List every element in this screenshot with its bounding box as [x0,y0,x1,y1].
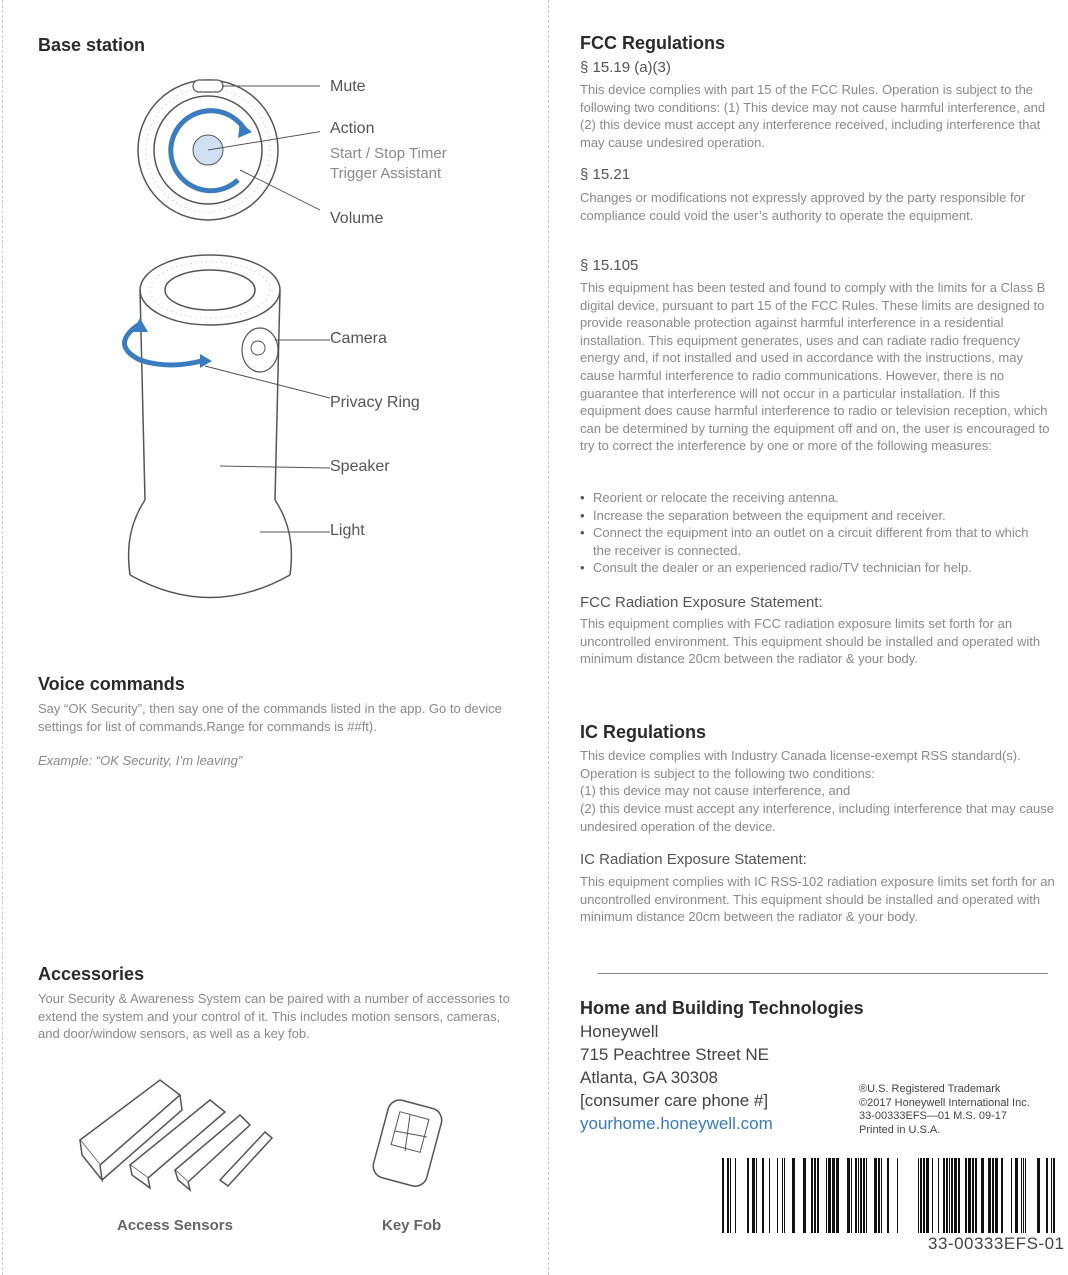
company-street: 715 Peachtree Street NE [580,1045,770,1064]
barcode-bar [1025,1158,1026,1233]
label-volume: Volume [330,210,384,227]
barcode-bar [1046,1158,1048,1233]
label-trigger: Trigger Assistant [330,165,442,182]
barcode-number: 33-00333EFS-01 [928,1234,1065,1253]
barcode-bar [923,1158,925,1233]
barcode-bar [981,1158,984,1233]
barcode-bar [926,1158,929,1233]
barcode-bar [1023,1158,1024,1233]
fcc-title: FCC Regulations [580,33,726,53]
barcode-bar [1015,1158,1018,1233]
barcode-bar [828,1158,831,1233]
barcode-bar [954,1158,957,1233]
barcode-bar [814,1158,816,1233]
barcode-bar [943,1158,945,1233]
barcode-bar [847,1158,850,1233]
company-phone: [consumer care phone #] [580,1091,769,1110]
barcode-bar [968,1158,971,1233]
barcode-bar [851,1158,852,1233]
barcode-bar [1001,1158,1003,1233]
key-fob-illustration [365,1095,455,1195]
key-fob-caption: Key Fob [382,1217,442,1234]
center-fold-line [548,0,549,1275]
barcode-bar [855,1158,857,1233]
barcode-bar [932,1158,933,1233]
barcode-bar [777,1158,778,1233]
barcode-bar [878,1158,880,1233]
fcc-s2-text: Changes or modifications not expressly approved by the party responsible for compliance could void the user’s authority to operate the equipment. [580,190,1026,223]
barcode-bar [730,1158,731,1233]
barcode-bar [792,1158,795,1233]
barcode-bar [1037,1158,1040,1233]
label-light: Light [330,522,365,539]
barcode-bar [965,1158,967,1233]
voice-commands-title: Voice commands [38,674,185,694]
barcode-bar [1051,1158,1052,1233]
fcc-measure-item: • Reorient or relocate the receiving antenna. [580,489,1050,507]
barcode-bar [874,1158,877,1233]
barcode-bar [784,1158,785,1233]
barcode-bar [863,1158,865,1233]
barcode-bar [811,1158,813,1233]
barcode-bar [826,1158,827,1233]
barcode-bar [1053,1158,1055,1233]
barcode-bar [858,1158,859,1233]
accessories-text: Your Security & Awareness System can be paired with a number of accessories to extend the system and your control of it. This includes motion sensors, cameras, and door/window sensors, as well as a key fob. [38,991,510,1042]
fcc-radiation-text: This equipment complies with FCC radiation exposure limits set forth for an uncontrolled environment. This equipment should be installed and operated with minimum distance 20cm between the radiator & your body. [580,616,1041,667]
left-fold-line [2,0,3,1275]
barcode-bar [1021,1158,1022,1233]
fcc-measure-item: • Increase the separation between the equipment and receiver. [580,507,1050,525]
document-code: 33-00333EFS—01 M.S. 09-17 [859,1110,1007,1122]
barcode-bar [881,1158,882,1233]
access-sensors-caption: Access Sensors [117,1217,233,1234]
fcc-s2-head: § 15.21 [580,166,631,183]
label-speaker: Speaker [330,458,390,475]
side-view-leaders [100,330,330,550]
label-action: Action [330,120,375,137]
company-url-link[interactable]: yourhome.honeywell.com [580,1114,773,1133]
ic-title: IC Regulations [580,722,707,742]
label-start-stop: Start / Stop Timer [330,145,447,162]
barcode-bar [887,1158,889,1233]
barcode-bar [769,1158,770,1233]
label-privacy-ring: Privacy Ring [330,394,420,411]
barcode-bar [752,1158,755,1233]
barcode-bar [897,1158,898,1233]
barcode-bar [762,1158,764,1233]
ic-line1: This device complies with Industry Canada license-exempt RSS standard(s). Operation is subject to the following two conditions: [580,748,1021,781]
copyright-note: ©2017 Honeywell International Inc. [859,1096,1030,1109]
ic-radiation-text: This equipment complies with IC RSS-102 radiation exposure limits set forth for an uncontrolled environment. This equipment should be installed and operated with minimum distance 20cm between the radiator & your body. [580,874,1055,925]
barcode-bar [866,1158,867,1233]
ic-line3: (2) this device must accept any interference, including interference that may cause undesired operation of the device. [580,801,1055,834]
fcc-s3-head: § 15.105 [580,257,639,274]
label-mute: Mute [330,78,366,95]
barcode-bar [975,1158,977,1233]
company-city: Atlanta, GA 30308 [580,1068,718,1087]
barcode-bar [949,1158,950,1233]
barcode-bar [951,1158,953,1233]
company-name: Honeywell [580,1022,659,1041]
barcode-bar [988,1158,991,1233]
barcode-bar [747,1158,749,1233]
ic-radiation-head: IC Radiation Exposure Statement: [580,851,807,868]
company-heading: Home and Building Technologies [580,998,864,1018]
fcc-measure-item: • Consult the dealer or an experienced radio/TV technician for help. [580,559,1050,577]
fcc-measures-list [580,489,1050,577]
barcode-bar [836,1158,839,1233]
barcode-bar [860,1158,862,1233]
barcode-bar [1011,1158,1012,1233]
access-sensors-illustration [70,1070,290,1200]
barcode-bar [735,1158,736,1233]
voice-commands-text: Say “OK Security”, then say one of the commands listed in the app. Go to device settings for list of commands.Range for commands is ##ft). [38,701,502,734]
fcc-s3-text: This equipment has been tested and found to comply with the limits for a Class B digital device, pursuant to part 15 of the FCC Rules. These limits are designed to provide reasonable protection against harmful interference in a residential installation. This equipment generates, uses and can radiate radio frequency energy and, if not installed and used in accordance with the instructions, may cause harmful interference to radio communications. However, there is no guarantee that interference will not occur in a particular installation. If this equipment does cause harmful interference to radio or television reception, which can be determined by turning the equipment off and on, the user is encouraged to try to correct the interference by one or more of the following measures: [580,280,1050,454]
section-divider [598,973,1048,974]
fcc-s1-head: § 15.19 (a)(3) [580,59,671,76]
barcode-bar [817,1158,819,1233]
barcode-bar [938,1158,939,1233]
fcc-radiation-head: FCC Radiation Exposure Statement: [580,594,823,611]
barcode-bar [946,1158,948,1233]
barcode-bar [958,1158,960,1233]
barcode [722,1158,1066,1233]
barcode-bar [727,1158,729,1233]
barcode-bar [972,1158,974,1233]
company-address [580,1020,773,1135]
accessories-title: Accessories [38,964,145,984]
barcode-bar [756,1158,757,1233]
fcc-measure-item: • Connect the equipment into an outlet on a circuit different from that to which the receiver is connected. [580,524,1050,559]
voice-example: Example: “OK Security, I’m leaving” [38,753,243,768]
fcc-s1-text: This device complies with part 15 of the FCC Rules. Operation is subject to the following two conditions: (1) This device may not cause harmful interference, and (2) this device must accept any interference received, including interference that may cause undesired operation. [580,82,1046,150]
legal-block [859,1083,1030,1137]
barcode-bar [803,1158,806,1233]
ic-line2: (1) this device may not cause interference, and [580,783,851,798]
barcode-bar [920,1158,922,1233]
barcode-bar [995,1158,998,1233]
label-camera: Camera [330,330,387,347]
barcode-bar [722,1158,724,1233]
barcode-bar [782,1158,783,1233]
printed-in: Printed in U.S.A. [859,1123,941,1136]
base-station-title: Base station [38,35,146,55]
barcode-bar [832,1158,835,1233]
barcode-bar [918,1158,919,1233]
barcode-bar [992,1158,994,1233]
trademark-note: ®U.S. Registered Trademark [859,1083,1001,1095]
